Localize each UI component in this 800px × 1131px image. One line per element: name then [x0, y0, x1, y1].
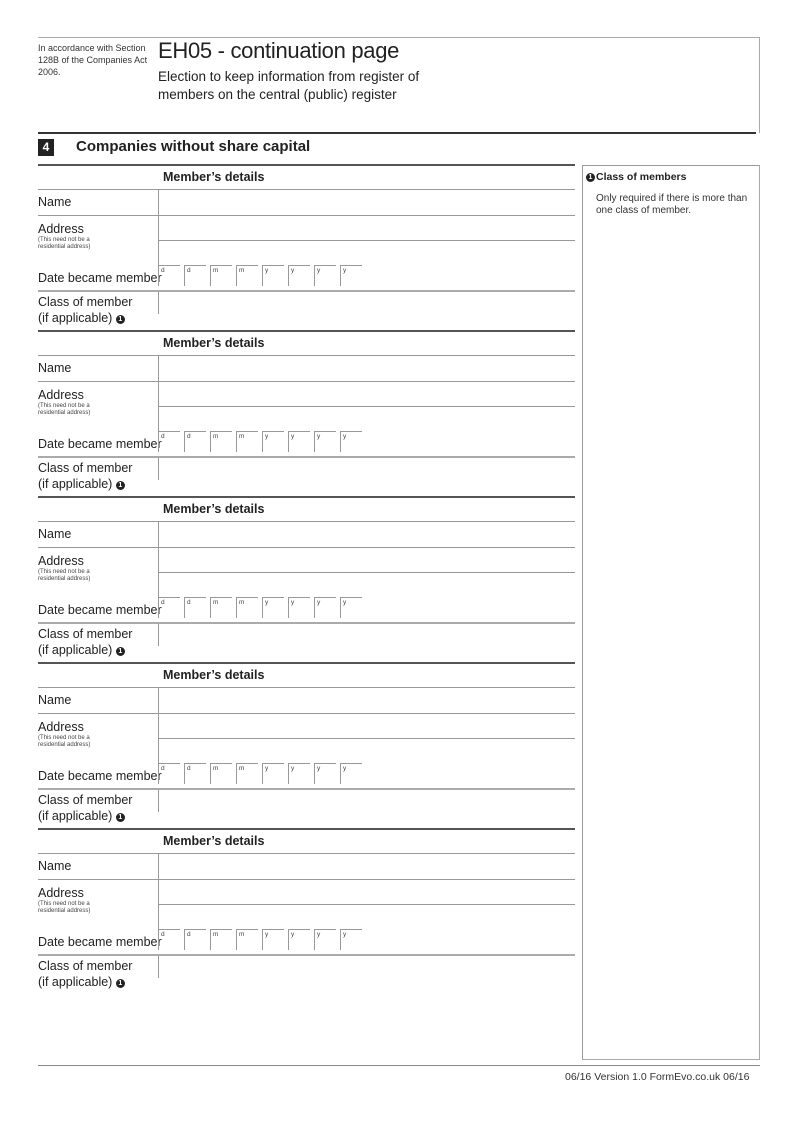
address-label: Address: [38, 720, 84, 734]
date-digit-hint: y: [265, 599, 269, 606]
date-digit-box[interactable]: [236, 265, 258, 286]
date-digit-hint: d: [161, 267, 165, 274]
date-digit-hint: m: [213, 433, 219, 440]
date-digit-box[interactable]: [314, 929, 336, 950]
date-digit-box[interactable]: [236, 763, 258, 784]
form-subtitle: Election to keep information from register of members on the central (public) register: [158, 69, 420, 102]
name-label: Name: [38, 859, 72, 873]
date-digit-box[interactable]: [210, 265, 232, 286]
date-digit-box[interactable]: [210, 929, 232, 950]
date-digit-hint: y: [291, 433, 295, 440]
date-digit-box[interactable]: [210, 597, 232, 618]
member-details-block: [38, 828, 575, 994]
date-digit-hint: y: [317, 931, 321, 938]
info-marker-icon: 1: [116, 481, 125, 490]
note-title-text: Class of members: [596, 171, 687, 183]
date-digit-hint: m: [213, 765, 219, 772]
date-digit-hint: m: [239, 765, 245, 772]
info-marker-icon: 1: [116, 813, 125, 822]
if-applicable-label: [38, 643, 126, 657]
member-details-heading: Member’s details: [163, 834, 265, 848]
date-digit-box[interactable]: [314, 763, 336, 784]
date-digit-hint: y: [343, 267, 347, 274]
block-rule: [38, 496, 575, 498]
info-marker-icon: 1: [116, 315, 125, 324]
bottom-rule: [38, 1065, 760, 1066]
member-details-block: [38, 164, 575, 330]
date-digit-box[interactable]: [262, 265, 284, 286]
date-digit-box[interactable]: [184, 265, 206, 286]
sidebar-note-text: Only required if there is more than one class of member.: [596, 193, 748, 216]
address-line-1-field[interactable]: [159, 548, 575, 572]
date-digit-box[interactable]: [340, 763, 362, 784]
address-label: Address: [38, 886, 84, 900]
member-details-heading: Member’s details: [163, 502, 265, 516]
date-digit-hint: d: [161, 599, 165, 606]
footer-version: 06/16 Version 1.0 FormEvo.co.uk 06/16: [565, 1071, 750, 1083]
date-digit-box[interactable]: [314, 431, 336, 452]
if-applicable-label: [38, 311, 126, 325]
address-line-2-field[interactable]: [159, 241, 575, 265]
name-field[interactable]: [159, 522, 575, 547]
date-digit-hint: d: [187, 433, 191, 440]
member-details-heading: Member’s details: [163, 336, 265, 350]
date-became-member-input: [158, 431, 368, 453]
date-digit-hint: d: [187, 765, 191, 772]
date-digit-hint: d: [187, 267, 191, 274]
name-label: Name: [38, 527, 72, 541]
date-digit-hint: y: [265, 267, 269, 274]
date-digit-box[interactable]: [340, 431, 362, 452]
date-digit-hint: y: [343, 433, 347, 440]
class-of-member-field[interactable]: [159, 624, 575, 660]
date-digit-box[interactable]: [158, 265, 180, 286]
if-applicable-text: (if applicable): [38, 477, 113, 491]
sidebar-bottom-rule: [582, 1059, 760, 1060]
member-details-block: [38, 662, 575, 828]
date-digit-hint: y: [291, 931, 295, 938]
date-digit-box[interactable]: [184, 597, 206, 618]
section-number: 4: [38, 139, 54, 156]
name-label: Name: [38, 195, 72, 209]
member-details-heading: Member’s details: [163, 170, 265, 184]
date-digit-box[interactable]: [288, 431, 310, 452]
date-became-member-input: [158, 763, 368, 785]
date-became-member-label: Date became member: [38, 935, 162, 949]
if-applicable-text: (if applicable): [38, 809, 113, 823]
block-rule: [38, 330, 575, 332]
date-digit-box[interactable]: [210, 431, 232, 452]
if-applicable-text: (if applicable): [38, 311, 113, 325]
date-digit-box[interactable]: [288, 597, 310, 618]
date-digit-hint: d: [161, 433, 165, 440]
class-of-member-label: Class of member: [38, 959, 133, 973]
date-digit-hint: y: [317, 765, 321, 772]
date-digit-hint: y: [265, 765, 269, 772]
date-became-member-input: [158, 597, 368, 619]
date-digit-hint: d: [161, 765, 165, 772]
date-digit-box[interactable]: [340, 597, 362, 618]
date-digit-box[interactable]: [262, 597, 284, 618]
block-rule: [38, 662, 575, 664]
sidebar-notes: [582, 165, 760, 1060]
class-of-member-field[interactable]: [159, 790, 575, 826]
if-applicable-text: (if applicable): [38, 975, 113, 989]
date-digit-box[interactable]: [158, 763, 180, 784]
date-digit-box[interactable]: [314, 265, 336, 286]
address-line-2-field[interactable]: [159, 739, 575, 763]
legal-note: In accordance with Section 128B of the Companies Act 2006.: [38, 43, 148, 77]
info-marker-icon: 1: [116, 647, 125, 656]
address-label: Address: [38, 388, 84, 402]
date-digit-hint: y: [343, 599, 347, 606]
date-became-member-label: Date became member: [38, 271, 162, 285]
address-line-1-field[interactable]: [159, 216, 575, 240]
date-digit-box[interactable]: [288, 929, 310, 950]
address-note: (This need not be a residential address): [38, 735, 91, 748]
address-note: (This need not be a residential address): [38, 237, 91, 250]
date-became-member-label: Date became member: [38, 437, 162, 451]
address-line-2-field[interactable]: [159, 573, 575, 597]
name-field[interactable]: [159, 356, 575, 381]
date-digit-hint: y: [265, 931, 269, 938]
date-digit-box[interactable]: [340, 929, 362, 950]
class-of-member-label: Class of member: [38, 793, 133, 807]
date-digit-box[interactable]: [262, 929, 284, 950]
date-digit-hint: m: [213, 267, 219, 274]
date-digit-hint: m: [213, 931, 219, 938]
date-digit-hint: y: [317, 433, 321, 440]
sidebar-note-title: [586, 171, 686, 183]
date-digit-box[interactable]: [158, 431, 180, 452]
date-digit-box[interactable]: [236, 929, 258, 950]
date-digit-hint: y: [291, 765, 295, 772]
if-applicable-text: (if applicable): [38, 643, 113, 657]
date-digit-hint: d: [187, 931, 191, 938]
if-applicable-label: [38, 477, 126, 491]
date-digit-hint: d: [161, 931, 165, 938]
class-of-member-field[interactable]: [159, 458, 575, 494]
date-digit-hint: m: [239, 433, 245, 440]
block-rule: [38, 828, 575, 830]
date-digit-hint: m: [239, 931, 245, 938]
right-border: [759, 37, 760, 133]
address-note: (This need not be a residential address): [38, 403, 91, 416]
date-digit-hint: y: [317, 599, 321, 606]
date-digit-hint: y: [317, 267, 321, 274]
address-line-1-field[interactable]: [159, 382, 575, 406]
class-of-member-label: Class of member: [38, 461, 133, 475]
date-digit-box[interactable]: [210, 763, 232, 784]
date-digit-box[interactable]: [314, 597, 336, 618]
date-digit-box[interactable]: [184, 763, 206, 784]
date-digit-hint: y: [291, 267, 295, 274]
date-digit-box[interactable]: [158, 929, 180, 950]
class-of-member-label: Class of member: [38, 627, 133, 641]
address-line-1-field[interactable]: [159, 880, 575, 904]
date-digit-hint: y: [291, 599, 295, 606]
address-line-2-field[interactable]: [159, 407, 575, 431]
address-label: Address: [38, 554, 84, 568]
member-details-heading: Member’s details: [163, 668, 265, 682]
class-of-member-field[interactable]: [159, 292, 575, 328]
date-digit-box[interactable]: [184, 431, 206, 452]
date-became-member-label: Date became member: [38, 603, 162, 617]
name-label: Name: [38, 361, 72, 375]
date-became-member-input: [158, 929, 368, 951]
date-digit-hint: m: [239, 599, 245, 606]
address-line-2-field[interactable]: [159, 905, 575, 929]
section-rule: [38, 132, 756, 134]
date-digit-hint: m: [213, 599, 219, 606]
date-digit-box[interactable]: [288, 763, 310, 784]
date-digit-box[interactable]: [236, 597, 258, 618]
date-became-member-label: Date became member: [38, 769, 162, 783]
date-digit-hint: m: [239, 267, 245, 274]
info-marker-icon: 1: [116, 979, 125, 988]
address-line-1-field[interactable]: [159, 714, 575, 738]
if-applicable-label: [38, 975, 126, 989]
date-digit-hint: y: [265, 433, 269, 440]
class-of-member-label: Class of member: [38, 295, 133, 309]
if-applicable-label: [38, 809, 126, 823]
section-title: Companies without share capital: [76, 138, 311, 155]
date-digit-hint: d: [187, 599, 191, 606]
address-note: (This need not be a residential address): [38, 901, 91, 914]
block-rule: [38, 164, 575, 166]
form-title: EH05 - continuation page: [158, 38, 400, 63]
name-field[interactable]: [159, 688, 575, 713]
date-digit-hint: y: [343, 931, 347, 938]
class-of-member-field[interactable]: [159, 956, 575, 992]
member-details-block: [38, 496, 575, 662]
date-digit-box[interactable]: [288, 265, 310, 286]
name-field[interactable]: [159, 190, 575, 215]
member-details-block: [38, 330, 575, 496]
date-digit-box[interactable]: [158, 597, 180, 618]
date-digit-box[interactable]: [262, 763, 284, 784]
date-became-member-input: [158, 265, 368, 287]
address-label: Address: [38, 222, 84, 236]
address-note: (This need not be a residential address): [38, 569, 91, 582]
name-label: Name: [38, 693, 72, 707]
date-digit-box[interactable]: [236, 431, 258, 452]
date-digit-box[interactable]: [262, 431, 284, 452]
date-digit-box[interactable]: [340, 265, 362, 286]
info-marker-icon: 1: [586, 173, 595, 182]
name-field[interactable]: [159, 854, 575, 879]
date-digit-hint: y: [343, 765, 347, 772]
date-digit-box[interactable]: [184, 929, 206, 950]
